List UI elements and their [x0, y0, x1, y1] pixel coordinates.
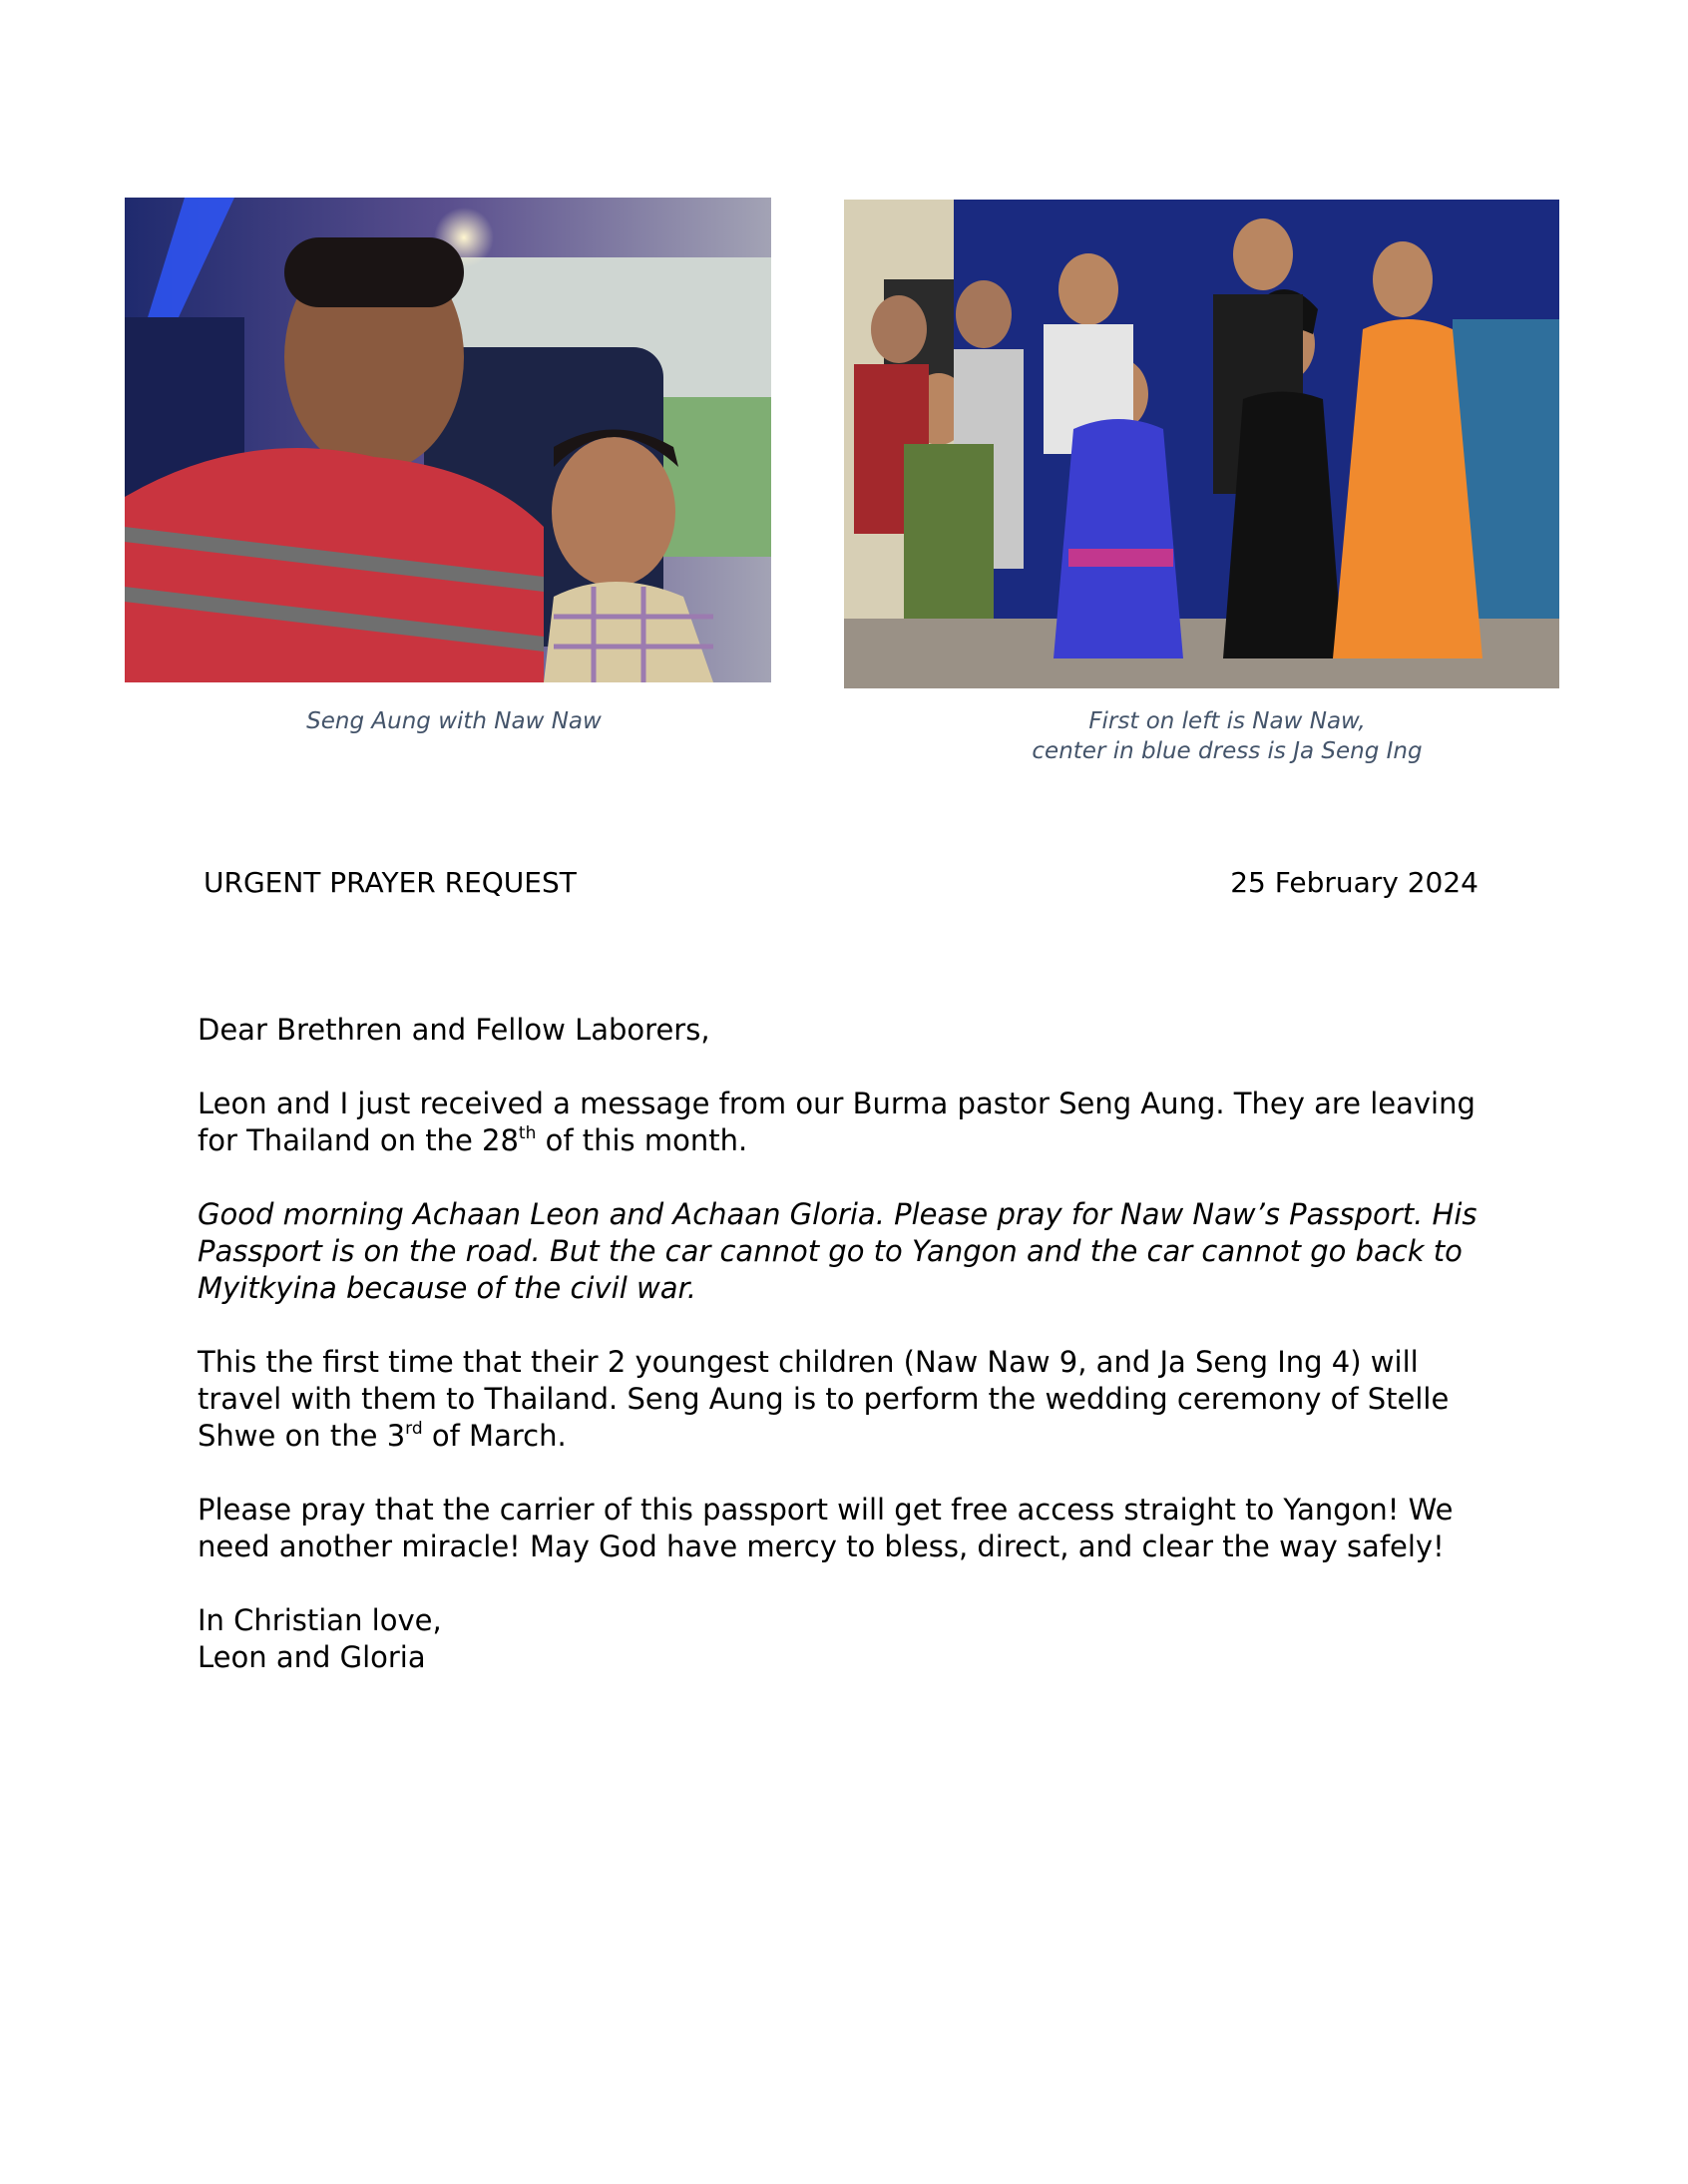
photo-caption-left	[125, 706, 783, 736]
children-group-image	[844, 200, 1559, 688]
photo-caption-right	[878, 706, 1576, 766]
closing-line: In Christian love,	[198, 1603, 442, 1637]
letter-heading: URGENT PRAYER REQUEST	[204, 866, 577, 899]
paragraph-departure-text: Leon and I just received a message from our Burma pastor Seng Aung. They are leaving for Thailand on the 28	[198, 1087, 1476, 1157]
caption-left-text: Seng Aung with Naw Naw	[306, 708, 602, 734]
paragraph-children-end: of March.	[422, 1419, 567, 1453]
ordinal-suffix: rd	[405, 1419, 423, 1439]
paragraph-departure	[198, 1086, 1494, 1159]
paragraph-departure-end: of this month.	[536, 1123, 748, 1157]
ordinal-suffix: th	[518, 1123, 537, 1143]
letter-date: 25 February 2024	[1230, 866, 1478, 899]
paragraph-children	[198, 1344, 1494, 1455]
bus-selfie-image	[125, 198, 771, 682]
photo-children-group	[844, 200, 1559, 688]
closing	[198, 1602, 1494, 1676]
caption-right-line1: First on left is Naw Naw,	[1088, 708, 1366, 734]
caption-right-line2: center in blue dress is Ja Seng Ing	[1032, 738, 1423, 764]
quoted-message: Good morning Achaan Leon and Achaan Gloria. Please pray for Naw Naw’s Passport. His Passport is on the road. But the car cannot go to Yangon and the car cannot go back to Myitkyina because of the civil war.	[198, 1197, 1477, 1305]
salutation: Dear Brethren and Fellow Laborers,	[198, 1013, 710, 1047]
paragraph-prayer: Please pray that the carrier of this passport will get free access straight to Yangon! We need another miracle! May God have mercy to bless, direct, and clear the way safely!	[198, 1493, 1454, 1563]
letter-body	[198, 1012, 1494, 1676]
paragraph-children-text: This the first time that their 2 youngest children (Naw Naw 9, and Ja Seng Ing 4) will travel with them to Thailand. Seng Aung is to perform the wedding ceremony of Stelle Shwe on the 3	[198, 1345, 1450, 1453]
photo-seng-aung-with-naw-naw	[125, 198, 771, 682]
signature: Leon and Gloria	[198, 1640, 426, 1674]
